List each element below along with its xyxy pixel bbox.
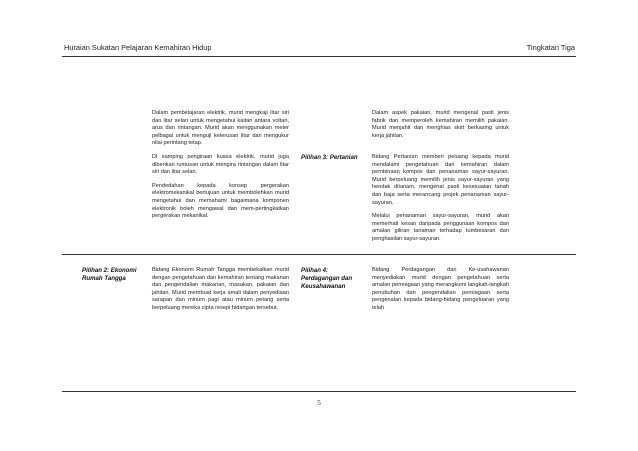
section-rule [62,254,576,255]
electric-section [152,110,289,227]
option-4-label [301,267,352,290]
option-2-label [82,267,137,283]
clothing-paragraph [372,110,509,146]
header-level: Tingkatan Tiga [526,43,575,52]
label-line: Rumah Tangga [82,274,126,282]
footer-rule [62,391,576,392]
label-line: Perdagangan dan [301,274,353,282]
paragraph: Melalui penanaman sayur-sayuran, murid akan memerhati kesan daripada penggunaan kompos dan amalan giliran tanaman terhadap tumbesaran dan penghasilan sayur-sayuran. [372,213,509,242]
home-economics-section [152,267,289,319]
paragraph: Bidang Pertanian memberi peluang kepada murid mendalami pengetahuan dan kemahiran dalam pembinaan kompos dan penanaman sayur-sayuran. Murid berpeluang memilih jenis sayur-sayuran yang hendak ditanam, mengenal pasti kesesuaian tanah dan baja serta merancang projek penanaman sayur-sayuran. [372,154,509,206]
paragraph: Dalam aspek pakaian, murid mengenal pasti jenis fabrik dan memperoleh kemahiran memilih pakaian. Murid menjahit dan menghias skirt berkasing untuk kerja jahitan. [372,110,509,139]
commerce-section [372,267,509,319]
label-line: Keusahawanan [301,282,346,290]
paragraph: Pendedahan kepada konsep pergerakan elektromekanikal bertujuan untuk membolehkan murid mengetahui dan memahami bagaimana komponen elektronik boleh mengawal dan mem-pertingkatkan pergerakan mekanikal. [152,182,289,220]
agriculture-section [372,154,509,250]
page-number: 5 [317,398,321,407]
label-line: Pilihan 2: Ekonomi [82,267,137,274]
header-title: Huraian Sukatan Pelajaran Kemahiran Hidup [64,43,212,52]
option-3-label: Pilihan 3: Pertanian [301,154,358,161]
paragraph: Dalam pembelajaran elektrik, murid mengkaji litar siri dan litar selari untuk mengetahui kaitan antara voltan, arus dan rintangan. Murid akan menggunakan meter pelbagai untuk menguji keterusan litar dan mengukur nilai perintang tetap. [152,110,289,147]
label-line: Pilihan 4: [301,267,329,274]
paragraph: Bidang Perdagangan dan Ke-usahawanan menyediakan murid dengan pengetahuan serta amalan perniagaan yang merangkumi langkah-langkah penubuhan dan pengendalian perniagaan serta pengenalan kepada bidang-bidang pengeluaran yang telah [372,267,509,311]
header-rule [62,56,576,57]
paragraph: Di samping pengiraan kuasa elektrik, murid juga diberikan rumusan untuk mengira rintangan dalam litar siri dan litar selari. [152,153,289,176]
paragraph: Bidang Ekonomi Rumah Tangga membekalkan murid dengan pengetahuan dan kemahiran tentang makanan dan pengendalian makanan, masakan, pakaian dan jahitan. Murid membuat kerja amali dalam penyediaan sarapan dan minum pagi atau minum petang serta berpeluang mereka cipta resepi hidangan tersebut. [152,267,289,311]
